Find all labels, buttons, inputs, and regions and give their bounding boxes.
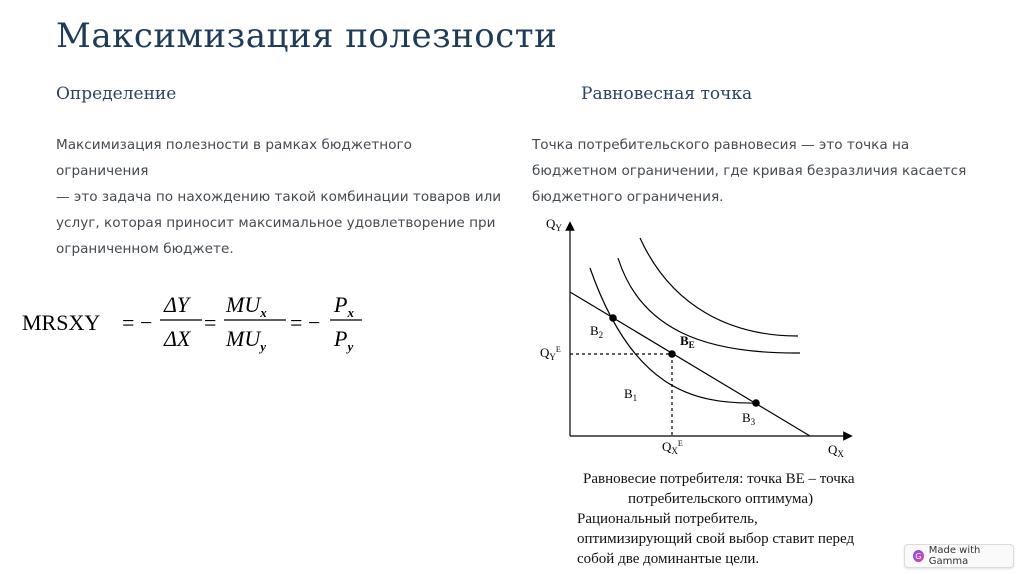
point-b1-label: $B_1$ [624,386,638,403]
definition-line: ограниченном бюджете. [56,241,234,257]
formula-eq: = [290,310,303,335]
formula-eq: = [122,310,135,335]
definition-paragraph [56,132,506,262]
indifference-curve-1 [590,268,756,403]
formula-minus: − [308,310,321,335]
formula-eq: = [204,310,217,335]
formula-mux: $MU_x$ [226,292,267,320]
equilibrium-paragraph [532,132,972,210]
caption-line-3: Рациональный потребитель, [577,511,758,527]
formula-dy: ΔY [164,292,190,317]
point-b3-label: $B_3$ [742,410,756,427]
formula-px: $P_x$ [334,292,354,320]
caption-line-1: Равновесие потребителя: точка BE – точка [583,471,855,487]
caption-line-4: оптимизирующий свой выбор ставит перед [577,531,855,547]
formula-minus: − [140,310,153,335]
equilibrium-line: бюджетного ограничения. [532,189,724,205]
point-be-label: $B_E$ [680,333,695,350]
point-b2-label: $B_2$ [590,323,604,340]
definition-line: услуг, которая приносит максимальное удовлетворение при [56,215,496,231]
gamma-logo-icon: G [913,550,924,562]
definition-heading: Определение [56,84,177,104]
made-with-gamma-badge[interactable] [904,544,1014,568]
indifference-curve-2 [618,258,800,353]
definition-line: — это задача по нахождению такой комбинации товаров или [56,189,502,205]
formula-lhs: MRSXY [22,310,101,335]
point-b2-dot [609,314,617,322]
equilibrium-line: Точка потребительского равновесия — это точка на [532,137,910,153]
qxe-label: $Q_X^E$ [662,439,683,456]
caption-line-5: собой две доминантые цели. [577,551,760,567]
caption-line-2: потребительского оптимума) [628,491,814,507]
point-b3-dot [752,399,760,407]
indifference-curve-3 [640,238,798,336]
point-be-dot [668,350,676,358]
budget-line [570,292,810,436]
y-axis-label: $Q_Y$ [546,216,562,233]
badge-text: Made with Gamma [928,545,981,567]
formula-muy: $MU_y$ [226,326,266,354]
slide-title: Максимизация полезности [56,16,558,56]
formula-dx: ΔX [164,326,191,351]
definition-line: Максимизация полезности в рамках бюджетного ограничения [56,137,412,179]
qye-label: $Q_Y^E$ [540,345,561,362]
x-axis-label: $Q_X$ [828,442,844,459]
equilibrium-diagram [532,208,862,468]
equilibrium-line: бюджетном ограничении, где кривая безразличия касается [532,163,967,179]
formula-py: $P_y$ [334,326,354,354]
mrs-formula [22,288,402,358]
equilibrium-heading: Равновесная точка [581,84,753,104]
